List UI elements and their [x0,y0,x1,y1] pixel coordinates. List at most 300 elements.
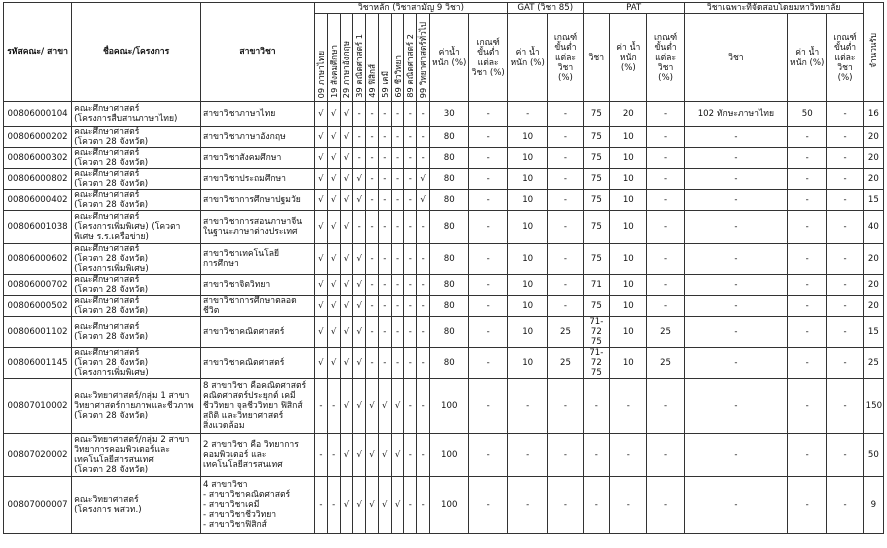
pat-weight: - [610,477,647,534]
gat-min: - [548,275,583,296]
pat-weight: 10 [610,244,647,275]
subject-mark: √ [340,169,353,190]
seats-count: 20 [863,127,883,148]
pat-subject: 71 [583,275,610,296]
subject-mark: √ [340,102,353,127]
pat-subject: 75 [583,102,610,127]
subject-mark: - [417,244,430,275]
spec-min: - [827,244,863,275]
pat-subject: 75 [583,190,610,211]
subject-mark: - [366,317,379,348]
subject-mark: √ [340,127,353,148]
spec-weight: - [788,244,827,275]
subject-mark: √ [391,434,404,477]
spec-weight: - [788,348,827,379]
spec-subject: - [684,127,787,148]
subject-mark: - [366,127,379,148]
gat-min: - [548,169,583,190]
spec-subject: - [684,275,787,296]
pat-subject: 75 [583,296,610,317]
pat-subject: - [583,434,610,477]
subject-mark: - [404,379,417,434]
subject-mark: - [327,434,340,477]
pat-weight: - [610,379,647,434]
subject-mark: √ [314,127,327,148]
subject-mark: √ [314,211,327,244]
gat-min: - [548,148,583,169]
header-spec-subject: วิชา [684,14,787,102]
subject-mark: - [353,102,366,127]
seats-count: 9 [863,477,883,534]
spec-min: - [827,211,863,244]
subject-mark: - [353,148,366,169]
program-code: 00807020002 [4,434,72,477]
subject-mark: - [314,434,327,477]
spec-min: - [827,434,863,477]
spec-weight: - [788,190,827,211]
gat-min: - [548,477,583,534]
header-faculty: ชื่อคณะ/โครงการ [72,3,201,102]
core-min: - [469,296,508,317]
subject-mark: √ [327,317,340,348]
core-min: - [469,244,508,275]
subject-mark: √ [314,190,327,211]
header-pat-min: เกณฑ์ ขั้นต่ำ แต่ละ วิชา (%) [647,14,684,102]
subject-mark: - [366,169,379,190]
subject-mark: - [391,317,404,348]
header-core-weight: ค่าน้ำหนัก (%) [430,14,469,102]
subject-mark: - [417,102,430,127]
subject-mark: - [391,348,404,379]
table-row [4,477,884,534]
table-row [4,348,884,379]
admission-criteria-table [3,2,884,534]
table-row [4,275,884,296]
subject-mark: - [378,244,391,275]
table-row [4,127,884,148]
pat-min: 25 [647,317,684,348]
spec-weight: - [788,317,827,348]
spec-min: - [827,477,863,534]
program-code: 00806001038 [4,211,72,244]
major-name: สาขาวิชาการศึกษาปฐมวัย [201,190,315,211]
subject-mark: √ [378,434,391,477]
subject-mark: - [417,434,430,477]
subject-mark: - [391,169,404,190]
spec-weight: - [788,379,827,434]
major-name: 2 สาขาวิชา คือ วิทยาการ คอมพิวเตอร์ และ เทคโนโลยีสารสนเทศ [201,434,315,477]
subject-mark: √ [353,379,366,434]
subject-mark: - [353,127,366,148]
subject-mark: √ [340,190,353,211]
subject-mark: - [404,244,417,275]
subject-mark: √ [340,379,353,434]
spec-weight: - [788,477,827,534]
pat-min: - [647,169,684,190]
core-min: - [469,317,508,348]
subject-mark: √ [327,190,340,211]
program-code: 00806001102 [4,317,72,348]
subject-mark: - [378,317,391,348]
major-name: สาขาวิชาภาษาไทย [201,102,315,127]
subject-mark: √ [340,244,353,275]
subject-mark: - [404,148,417,169]
pat-min: - [647,102,684,127]
pat-weight: 10 [610,190,647,211]
pat-subject: 75 [583,244,610,275]
gat-weight: - [507,379,547,434]
header-spec-weight: ค่า น้ำหนัก (%) [788,14,827,102]
subject-mark: - [366,348,379,379]
subject-mark: √ [353,317,366,348]
core-weight: 80 [430,127,469,148]
program-code: 00806000802 [4,169,72,190]
core-weight: 80 [430,169,469,190]
seats-count: 15 [863,190,883,211]
faculty-name: คณะศึกษาศาสตร์ (โครงการสืบสานภาษาไทย) [72,102,201,127]
spec-subject: - [684,190,787,211]
gat-min: - [548,127,583,148]
subject-mark: - [404,348,417,379]
seats-count: 50 [863,434,883,477]
spec-min: - [827,190,863,211]
subject-mark: √ [417,190,430,211]
spec-subject: - [684,477,787,534]
spec-weight: - [788,127,827,148]
major-name: สาขาวิชาจิตวิทยา [201,275,315,296]
subject-mark: - [391,148,404,169]
subject-mark: - [404,127,417,148]
faculty-name: คณะศึกษาศาสตร์ (โควตา 28 จังหวัด) [72,190,201,211]
header-subject-5: 59 เคมี [378,14,391,102]
subject-mark: - [378,296,391,317]
subject-mark: √ [378,379,391,434]
subject-mark: - [378,275,391,296]
spec-subject: - [684,379,787,434]
gat-weight: - [507,477,547,534]
pat-min: - [647,244,684,275]
major-name: 4 สาขาวิชา - สาขาวิชาคณิตศาสตร์ - สาขาวิชาเคมี - สาขาวิชาชีววิทยา - สาขาวิชาฟิสิกส์ [201,477,315,534]
subject-mark: √ [340,434,353,477]
subject-mark: - [417,348,430,379]
table-row [4,169,884,190]
faculty-name: คณะศึกษาศาสตร์ (โควตา 28 จังหวัด) [72,148,201,169]
subject-mark: √ [353,190,366,211]
gat-weight: 10 [507,190,547,211]
subject-mark: - [378,148,391,169]
spec-subject: - [684,348,787,379]
pat-subject: 71-72 75 [583,317,610,348]
pat-min: - [647,190,684,211]
faculty-name: คณะศึกษาศาสตร์ (โควตา 28 จังหวัด) (โครงการเพิ่มพิเศษ) [72,348,201,379]
subject-mark: - [378,190,391,211]
gat-weight: 10 [507,127,547,148]
pat-subject: - [583,379,610,434]
pat-weight: 10 [610,169,647,190]
subject-mark: √ [314,244,327,275]
header-spec-min: เกณฑ์ ขั้นต่ำ แต่ละ วิชา (%) [827,14,863,102]
gat-min: - [548,211,583,244]
header-gat-group: GAT (วิชา 85) [507,3,583,14]
core-min: - [469,190,508,211]
subject-mark: - [391,296,404,317]
core-weight: 100 [430,477,469,534]
pat-min: - [647,148,684,169]
subject-mark: - [417,296,430,317]
subject-mark: √ [327,169,340,190]
subject-mark: √ [353,169,366,190]
subject-mark: √ [340,148,353,169]
pat-subject: 75 [583,127,610,148]
subject-mark: - [366,275,379,296]
subject-mark: √ [314,296,327,317]
header-pat-subject: วิชา [583,14,610,102]
subject-mark: √ [327,127,340,148]
header-subject-4: 49 ฟิสิกส์ [366,14,379,102]
spec-min: - [827,348,863,379]
subject-mark: - [404,317,417,348]
subject-mark: √ [340,296,353,317]
subject-mark: - [404,275,417,296]
subject-mark: - [378,211,391,244]
gat-weight: 10 [507,169,547,190]
subject-mark: √ [314,169,327,190]
header-seats: จำนวนรับ [863,3,883,102]
spec-min: - [827,127,863,148]
faculty-name: คณะศึกษาศาสตร์ (โควตา 28 จังหวัด) [72,275,201,296]
subject-mark: - [417,275,430,296]
pat-min: - [647,211,684,244]
subject-mark: - [353,211,366,244]
subject-mark: √ [353,275,366,296]
major-name: สาขาวิชาการสอนภาษาจีน ในฐานะภาษาต่างประเทศ [201,211,315,244]
subject-mark: - [404,434,417,477]
program-code: 00806000402 [4,190,72,211]
pat-min: - [647,434,684,477]
spec-weight: - [788,296,827,317]
core-weight: 80 [430,348,469,379]
subject-mark: - [417,477,430,534]
faculty-name: คณะศึกษาศาสตร์ (โควตา 28 จังหวัด) [72,127,201,148]
pat-subject: 75 [583,148,610,169]
header-subject-0: 09 ภาษาไทย [314,14,327,102]
table-row [4,379,884,434]
pat-weight: 10 [610,211,647,244]
core-weight: 30 [430,102,469,127]
subject-mark: - [366,296,379,317]
table-row [4,317,884,348]
gat-min: - [548,296,583,317]
major-name: สาขาวิชาคณิตศาสตร์ [201,348,315,379]
gat-weight: 10 [507,244,547,275]
program-code: 00806000602 [4,244,72,275]
subject-mark: - [366,211,379,244]
pat-weight: 10 [610,127,647,148]
subject-mark: - [417,211,430,244]
table-row [4,148,884,169]
subject-mark: - [378,169,391,190]
major-name: สาขาวิชาการศึกษาตลอด ชีวิต [201,296,315,317]
program-code: 00807010002 [4,379,72,434]
header-gat-weight: ค่า น้ำหนัก (%) [507,14,547,102]
core-min: - [469,477,508,534]
spec-subject: - [684,211,787,244]
seats-count: 20 [863,275,883,296]
subject-mark: - [327,379,340,434]
pat-weight: 10 [610,275,647,296]
subject-mark: √ [366,434,379,477]
subject-mark: - [404,211,417,244]
subject-mark: √ [327,102,340,127]
spec-subject: - [684,317,787,348]
spec-min: - [827,296,863,317]
pat-min: - [647,477,684,534]
pat-min: - [647,127,684,148]
core-min: - [469,348,508,379]
subject-mark: - [378,102,391,127]
subject-mark: √ [378,477,391,534]
header-subject-3: 39 คณิตศาสตร์ 1 [353,14,366,102]
faculty-name: คณะศึกษาศาสตร์ (โควตา 28 จังหวัด) [72,169,201,190]
subject-mark: √ [314,102,327,127]
gat-weight: 10 [507,296,547,317]
spec-min: - [827,317,863,348]
subject-mark: √ [353,244,366,275]
spec-min: - [827,148,863,169]
gat-weight: 10 [507,348,547,379]
header-gat-min: เกณฑ์ ขั้นต่ำ แต่ละ วิชา (%) [548,14,583,102]
subject-mark: - [314,379,327,434]
subject-mark: - [404,477,417,534]
pat-subject: 75 [583,211,610,244]
core-min: - [469,102,508,127]
header-subject-6: 69 ชีววิทยา [391,14,404,102]
subject-mark: √ [314,317,327,348]
header-spec-group: วิชาเฉพาะที่จัดสอบโดยมหาวิทยาลัย [684,3,863,14]
spec-min: - [827,169,863,190]
subject-mark: √ [314,275,327,296]
subject-mark: - [417,317,430,348]
core-min: - [469,379,508,434]
subject-mark: √ [391,477,404,534]
subject-mark: √ [314,148,327,169]
subject-mark: √ [327,296,340,317]
subject-mark: √ [353,477,366,534]
subject-mark: - [404,102,417,127]
program-code: 00806000702 [4,275,72,296]
subject-mark: - [404,169,417,190]
major-name: สาขาวิชาสังคมศึกษา [201,148,315,169]
major-name: สาขาวิชาคณิตศาสตร์ [201,317,315,348]
subject-mark: √ [353,348,366,379]
pat-weight: 10 [610,296,647,317]
faculty-name: คณะศึกษาศาสตร์ (โควตา 28 จังหวัด) [72,296,201,317]
spec-weight: 50 [788,102,827,127]
subject-mark: - [391,127,404,148]
core-min: - [469,148,508,169]
core-weight: 80 [430,244,469,275]
seats-count: 150 [863,379,883,434]
pat-min: 25 [647,348,684,379]
subject-mark: √ [340,275,353,296]
subject-mark: √ [366,379,379,434]
program-code: 00806000302 [4,148,72,169]
core-weight: 80 [430,148,469,169]
program-code: 00806000502 [4,296,72,317]
pat-weight: 20 [610,102,647,127]
faculty-name: คณะศึกษาศาสตร์ (โควตา 28 จังหวัด) [72,317,201,348]
subject-mark: - [378,127,391,148]
header-subject-1: 19 สังคมศึกษา [327,14,340,102]
program-code: 00807000007 [4,477,72,534]
subject-mark: √ [327,148,340,169]
core-min: - [469,127,508,148]
subject-mark: - [391,275,404,296]
major-name: สาขาวิชาภาษาอังกฤษ [201,127,315,148]
subject-mark: - [366,148,379,169]
seats-count: 40 [863,211,883,244]
subject-mark: √ [366,477,379,534]
gat-weight: 10 [507,317,547,348]
table-row [4,244,884,275]
pat-weight: 10 [610,148,647,169]
pat-min: - [647,275,684,296]
faculty-name: คณะวิทยาศาสตร์ (โครงการ พสวท.) [72,477,201,534]
subject-mark: √ [353,296,366,317]
core-weight: 80 [430,296,469,317]
seats-count: 20 [863,148,883,169]
spec-subject: - [684,434,787,477]
subject-mark: - [327,477,340,534]
major-name: สาขาวิชาเทคโนโลยี การศึกษา [201,244,315,275]
spec-weight: - [788,275,827,296]
core-weight: 80 [430,317,469,348]
spec-min: - [827,379,863,434]
subject-mark: - [404,296,417,317]
header-core-group: วิชาหลัก (วิชาสามัญ 9 วิชา) [314,3,507,14]
subject-mark: √ [340,348,353,379]
pat-min: - [647,379,684,434]
gat-weight: 10 [507,275,547,296]
subject-mark: - [391,190,404,211]
subject-mark: √ [391,379,404,434]
subject-mark: - [404,190,417,211]
faculty-name: คณะวิทยาศาสตร์/กลุ่ม 2 สาขา วิทยาการคอมพิวเตอร์และ เทคโนโลยีสารสนเทศ (โควตา 28 จังหวัด) [72,434,201,477]
pat-min: - [647,296,684,317]
table-row [4,102,884,127]
gat-min: - [548,102,583,127]
program-code: 00806000104 [4,102,72,127]
subject-mark: √ [327,348,340,379]
table-body [4,102,884,534]
spec-min: - [827,102,863,127]
pat-weight: 10 [610,348,647,379]
faculty-name: คณะวิทยาศาสตร์/กลุ่ม 1 สาขา วิทยาศาสตร์กายภาพและชีวภาพ (โควตา 28 จังหวัด) [72,379,201,434]
header-major: สาขาวิชา [201,3,315,102]
core-weight: 80 [430,211,469,244]
gat-min: - [548,244,583,275]
subject-mark: - [391,244,404,275]
core-weight: 80 [430,275,469,296]
gat-min: 25 [548,317,583,348]
seats-count: 15 [863,317,883,348]
spec-weight: - [788,211,827,244]
spec-subject: - [684,148,787,169]
header-subject-8: 99 วิทยาศาสตร์ทั่วไป [417,14,430,102]
table-row [4,211,884,244]
core-weight: 80 [430,190,469,211]
spec-weight: - [788,434,827,477]
